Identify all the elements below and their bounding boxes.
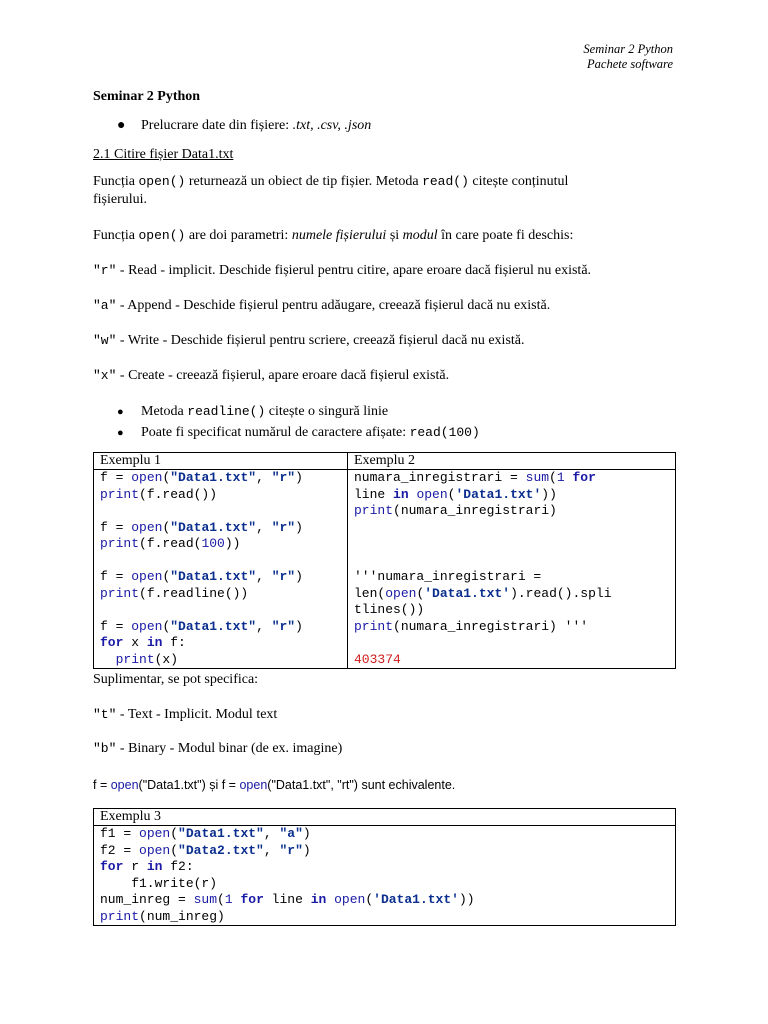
bullet-dot-icon: ● — [117, 118, 126, 133]
header-line-2: Pachete software — [587, 57, 673, 71]
mode-append: "a" - Append - Deschide fișierul pentru adăugare, creează fișierul dacă nu există. — [93, 298, 551, 313]
paragraph-2: Funcția open() are doi parametri: numele fișierului și modul în care poate fi deschis: — [93, 228, 574, 243]
bullet-dot-icon: ● — [117, 427, 124, 439]
mode-create: "x" - Create - creează fișierul, apare eroare dacă fișierul există. — [93, 368, 450, 383]
section-heading: 2.1 Citire fișier Data1.txt — [93, 147, 234, 162]
mode-text: "t" - Text - Implicit. Modul text — [93, 707, 278, 722]
header-line-1: Seminar 2 Python — [583, 42, 673, 56]
document-title: Seminar 2 Python — [93, 89, 201, 104]
bullet-read-count: Poate fi specificat numărul de caractere afișate: read(100) — [141, 425, 480, 440]
examples-table-1 — [93, 452, 676, 669]
supplementary-heading: Suplimentar, se pot specifica: — [93, 672, 259, 687]
page-header — [583, 42, 673, 72]
code-block-exemplu-3: f1 = open("Data1.txt", "a") f2 = open("Data2.txt", "r") for r in f2: f1.write(r) num_inreg = sum(1 for line in open('Data1.txt')) print(num_inreg) — [94, 826, 676, 926]
bullet-item: Prelucrare date din fișiere: .txt, .csv, .json — [141, 118, 372, 133]
equivalence-note: f = open("Data1.txt") și f = open("Data1.txt", "rt") sunt echivalente. — [93, 778, 456, 792]
mode-write: "w" - Write - Deschide fișierul pentru scriere, creează fișierul dacă nu există. — [93, 333, 525, 348]
bullet-dot-icon: ● — [117, 406, 124, 418]
paragraph-1-line-2: fișierului. — [93, 192, 148, 207]
table-header-exemplu-1: Exemplu 1 — [94, 453, 348, 470]
table-header-exemplu-2: Exemplu 2 — [348, 453, 676, 470]
code-block-exemplu-2: numara_inregistrari = sum(1 for line in open('Data1.txt')) print(numara_inregistrari) '''numara_inregistrari = len(open('Data1.txt').read().spli tlines()) print(numara_inregistrari) ''' 403374 — [348, 470, 676, 669]
bullet-readline: Metoda readline() citește o singură linie — [141, 404, 389, 419]
mode-binary: "b" - Binary - Modul binar (de ex. imagine) — [93, 741, 343, 756]
table-header-exemplu-3: Exemplu 3 — [94, 809, 676, 826]
code-block-exemplu-1: f = open("Data1.txt", "r") print(f.read()) f = open("Data1.txt", "r") print(f.read(100)) f = open("Data1.txt", "r") print(f.readline()) f = open("Data1.txt", "r") for x in f: print(x) — [94, 470, 348, 669]
mode-read: "r" - Read - implicit. Deschide fișierul pentru citire, apare eroare dacă fișierul nu există. — [93, 263, 592, 278]
result-value: 403374 — [354, 651, 401, 667]
paragraph-1-line-1: Funcția open() returnează un obiect de tip fișier. Metoda read() citește conținutul — [93, 174, 569, 189]
examples-table-2 — [93, 808, 676, 926]
